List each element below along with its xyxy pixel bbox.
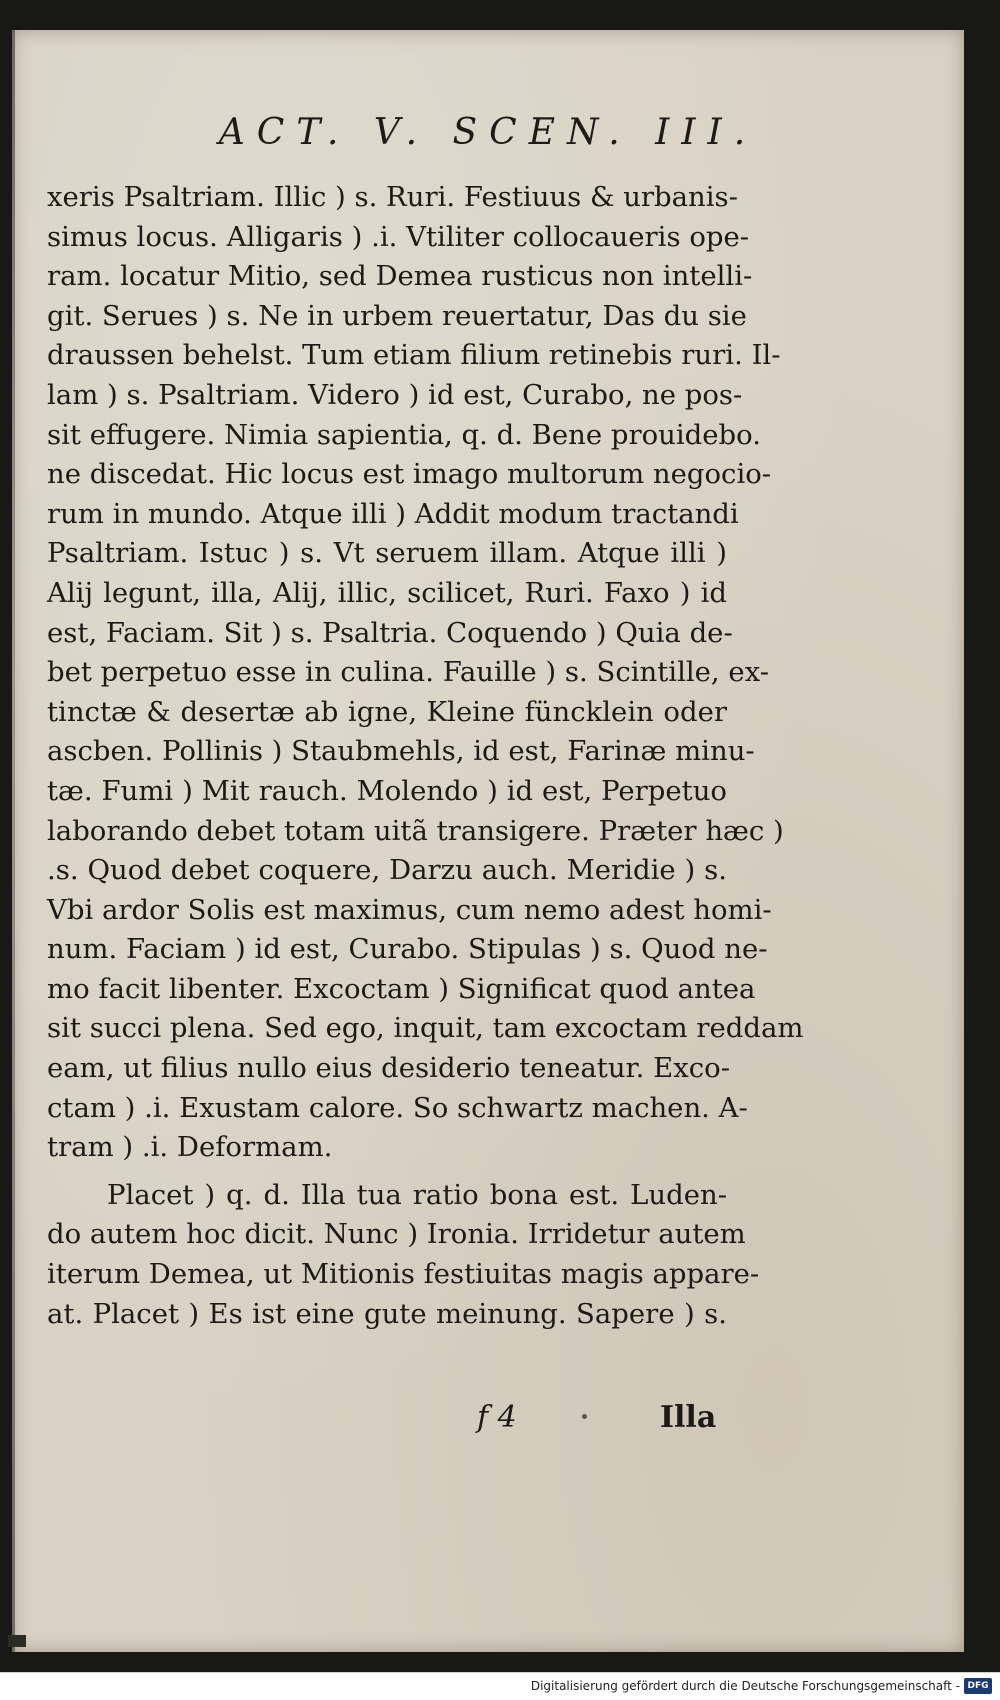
text-line: est, Faciam. Sit ) s. Psaltria. Coquendo ) Quia de- bbox=[47, 616, 733, 649]
text-line: tinctæ & desertæ ab igne, Kleine füncklein oder bbox=[47, 695, 727, 728]
scan-corner-tab bbox=[8, 1635, 26, 1647]
signature-mark: f 4 bbox=[477, 1400, 517, 1435]
text-line: mo facit libenter. Excoctam ) Significat quod antea bbox=[47, 972, 756, 1005]
text-line: rum in mundo. Atque illi ) Addit modum tractandi bbox=[47, 497, 739, 530]
text-line: draussen behelst. Tum etiam filium retinebis ruri. Il- bbox=[47, 339, 781, 372]
paragraph-2 bbox=[47, 1176, 760, 1334]
text-line: git. Serues ) s. Ne in urbem reuertatur, Das du sie bbox=[47, 299, 747, 332]
commentary-text bbox=[47, 178, 804, 1334]
text-line: do autem hoc dicit. Nunc ) Ironia. Irridetur autem bbox=[47, 1218, 746, 1251]
footer-bar bbox=[0, 1672, 1000, 1700]
text-line: ctam ) .i. Exustam calore. So schwartz machen. A- bbox=[47, 1091, 748, 1124]
text-line: sit effugere. Nimia sapientia, q. d. Bene prouidebo. bbox=[47, 418, 761, 451]
text-line: tram ) .i. Deformam. bbox=[47, 1131, 333, 1164]
text-line: iterum Demea, ut Mitionis festiuitas magis appare- bbox=[47, 1258, 760, 1291]
text-line: xeris Psaltriam. Illic ) s. Ruri. Festiuus & urbanis- bbox=[47, 181, 738, 213]
text-line: simus locus. Alligaris ) .i. Vtiliter collocaueris ope- bbox=[47, 220, 750, 253]
text-line: ascben. Pollinis ) Staubmehls, id est, Farinæ minu- bbox=[47, 735, 755, 768]
text-line: bet perpetuo esse in culina. Fauille ) s. Scintille, ex- bbox=[47, 656, 770, 689]
text-line: ram. locatur Mitio, sed Demea rusticus non intelli- bbox=[47, 260, 753, 293]
text-line: laborando debet totam uitã transigere. Præter hæc ) bbox=[47, 814, 784, 847]
text-line: at. Placet ) Es ist eine gute meinung. Sapere ) s. bbox=[47, 1297, 727, 1330]
funding-credit: Digitalisierung gefördert durch die Deutsche Forschungsgemeinschaft - bbox=[530, 1679, 960, 1693]
text-line: num. Faciam ) id est, Curabo. Stipulas ) s. Quod ne- bbox=[47, 933, 768, 966]
dfg-logo-icon: DFG bbox=[964, 1678, 992, 1694]
text-line: eam, ut filius nullo eius desiderio teneatur. Exco- bbox=[47, 1052, 730, 1085]
gutter-edge bbox=[12, 30, 15, 1652]
text-line: Placet ) q. d. Illa tua ratio bona est. Luden- bbox=[107, 1178, 727, 1211]
catchword: Illa bbox=[660, 1400, 717, 1435]
text-line: ne discedat. Hic locus est imago multorum negocio- bbox=[47, 458, 772, 491]
ink-dot bbox=[582, 1414, 587, 1419]
text-line: sit succi plena. Sed ego, inquit, tam excoctam reddam bbox=[47, 1012, 804, 1045]
running-head: ACT. V. SCEN. III. bbox=[218, 112, 758, 153]
paragraph-1 bbox=[47, 178, 804, 1168]
text-line: .s. Quod debet coquere, Darzu auch. Meridie ) s. bbox=[47, 854, 727, 887]
text-line: Psaltriam. Istuc ) s. Vt seruem illam. Atque illi ) bbox=[47, 537, 727, 570]
text-line: Alij legunt, illa, Alij, illic, scilicet, Ruri. Faxo ) id bbox=[47, 576, 727, 609]
text-line: Vbi ardor Solis est maximus, cum nemo adest homi- bbox=[47, 893, 772, 926]
text-line: tæ. Fumi ) Mit rauch. Molendo ) id est, Perpetuo bbox=[47, 774, 727, 807]
book-page bbox=[12, 30, 964, 1652]
text-line: lam ) s. Psaltriam. Videro ) id est, Curabo, ne pos- bbox=[47, 378, 743, 411]
